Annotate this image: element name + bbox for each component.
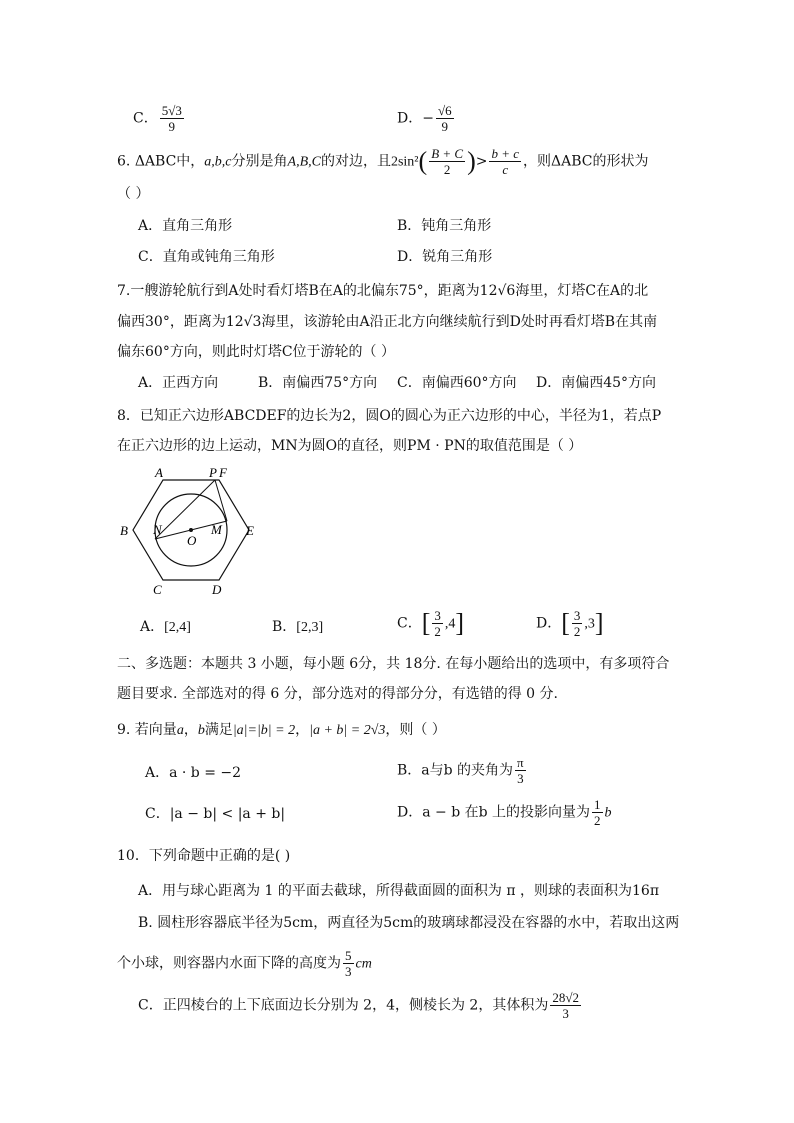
- q8-option-c-den: 2: [434, 624, 441, 639]
- q8-line1: 8．已知正六边形ABCDEF的边长为2，圆O的圆心为正六边形的中心，半径为1，若点P: [117, 408, 662, 424]
- q10-option-c-pre: C．正四棱台的上下底面边长分别为 2，4，侧棱长为 2，其体积为: [138, 997, 549, 1014]
- q10-option-a: A．用与球心距离为 1 的平面去截球，所得截面圆的面积为 π ，则球的表面积为16π: [138, 883, 660, 899]
- section2-line2: 题目要求. 全部选对的得 6 分，部分选对的得部分分，有选错的得 0 分.: [117, 686, 558, 702]
- q6-stem-part3: 的对边，且: [320, 153, 391, 170]
- q5-option-d: [397, 103, 456, 134]
- label-a: A: [155, 466, 163, 480]
- q5-option-c-fraction: [160, 103, 184, 134]
- q9-vec-a: a: [176, 723, 184, 738]
- q9-option-b: [397, 755, 528, 786]
- q9-stem: [117, 720, 446, 741]
- label-c: C: [153, 582, 162, 597]
- q9-stem-start: 9. 若向量: [117, 722, 177, 738]
- q7-line1: 7.一艘游轮航行到A处时看灯塔B在A的北偏东75°，距离为12√6海里，灯塔C在A的北: [117, 283, 649, 299]
- label-m: M: [211, 522, 222, 537]
- q8-option-d-den: 2: [573, 624, 581, 639]
- q6-stem-part4: ，则ΔABC的形状为: [523, 153, 649, 170]
- q5-option-c-num: 5√3: [161, 103, 182, 118]
- q9-sep2: ，: [295, 722, 310, 738]
- q9-option-c: C．|a − b| < |a + b|: [145, 806, 286, 822]
- label-p: P: [209, 466, 217, 480]
- q8-option-d: D．[ $\frac{3}{2}$ ,3]: [536, 608, 604, 639]
- q9-cond2: |a + b| = 2√3: [309, 723, 386, 738]
- q9-stem-mid: 满足: [204, 722, 233, 738]
- q8-option-d-frac: [572, 608, 583, 639]
- q10-option-b-unit: cm: [355, 956, 372, 972]
- q9-option-d-frac: [592, 797, 603, 828]
- q9-option-d: [397, 797, 612, 828]
- q10-option-c-num: 28√2: [552, 990, 579, 1005]
- q8-option-c-label: C．: [397, 615, 422, 632]
- q6-paren: （ ）: [117, 186, 150, 202]
- q8-option-a-label: A．: [140, 619, 165, 635]
- q10-option-b-pre: 个小球，则容器内水面下降的高度为: [117, 955, 341, 972]
- q8-option-a: [140, 616, 191, 639]
- q10-option-b-frac: [343, 948, 354, 979]
- q5-option-d-den: 9: [441, 119, 449, 134]
- q9-option-a: A．a · b = −2: [145, 765, 242, 781]
- q7-option-c: C．南偏西60°方向: [397, 375, 517, 391]
- q6-stem-part1: ΔABC中，: [134, 153, 205, 170]
- q9-sep: ，: [183, 722, 198, 738]
- q7-option-b: B．南偏西75°方向: [258, 375, 378, 391]
- q6-stem-angles: A,B,C: [287, 154, 321, 170]
- q8-option-c-num: 3: [434, 608, 441, 623]
- center-dot: [189, 528, 193, 532]
- q5-option-d-label: D．: [397, 110, 423, 127]
- q8-option-c-end: ,4: [444, 616, 456, 632]
- q8-option-b: [272, 616, 323, 639]
- label-o: O: [187, 533, 197, 548]
- q7-line3: 偏东60°方向，则此时灯塔C位于游轮的（ ）: [117, 344, 395, 360]
- q6-frac1-den: 2: [443, 162, 451, 177]
- q8-option-d-num: 3: [573, 608, 581, 623]
- q9-option-d-num: 1: [594, 797, 601, 812]
- hexagon-figure: [115, 466, 275, 606]
- q9-option-b-frac: [515, 755, 526, 786]
- q8-option-c-frac: [432, 608, 443, 639]
- q5-option-d-fraction: [436, 103, 454, 134]
- q9-stem-end: ，则（ ）: [385, 722, 446, 738]
- q8-option-a-val: [2,4]: [164, 620, 191, 635]
- q9-option-b-pre: B．a与b 的夹角为: [397, 762, 514, 779]
- q9-vec-b: b: [197, 723, 205, 738]
- q6-frac2-den: c: [502, 162, 509, 177]
- q9-option-b-den: 3: [517, 771, 524, 786]
- q6-option-c: C．直角或钝角三角形: [138, 249, 275, 265]
- q10-option-c-den: 3: [562, 1006, 569, 1021]
- q9-cond1: |a|=|b| = 2: [232, 723, 296, 738]
- label-f: F: [219, 466, 227, 480]
- q8-option-d-end: ,3: [584, 616, 595, 632]
- q6-stem-vars: a,b,c: [204, 154, 232, 170]
- q6-option-d: D．锐角三角形: [397, 249, 493, 265]
- q7-line2: 偏西30°，距离为12√3海里，该游轮由A沿正北方向继续航行到D处时再看灯塔B在其南: [117, 314, 658, 330]
- label-d: D: [212, 582, 222, 597]
- q8-line2: 在正六边形的边上运动，MN为圆O的直径，则PM · PN的取值范围是（ ）: [117, 438, 583, 454]
- q5-option-c: [133, 103, 186, 134]
- q9-option-d-pre: D．a − b 在b 上的投影向量为: [397, 804, 591, 821]
- segment-pn: [155, 480, 215, 539]
- q5-option-c-label: C．: [133, 110, 158, 127]
- q8-option-d-label: D．: [536, 615, 562, 632]
- label-b: B: [120, 523, 128, 538]
- segment-pm: [215, 480, 227, 521]
- q10-option-b-den: 3: [345, 964, 352, 979]
- q8-option-c: C．[ $\frac{3}{2}$ ,4]: [397, 608, 465, 639]
- q6-stem: 6. ΔABC中，a,b,c分别是角A,B,C的对边，且2sin²( $\frac{B + C}{2}$ )> $\frac{b + c}{c}$ ，则ΔABC的形状为: [117, 146, 649, 177]
- q6-ineq-gt: >: [475, 153, 488, 170]
- q7-option-d: D．南偏西45°方向: [536, 375, 657, 391]
- q5-option-c-den: 9: [168, 119, 176, 134]
- q6-frac1-num: B + C: [431, 146, 464, 161]
- q9-option-b-num: π: [517, 755, 524, 770]
- label-n: N: [153, 522, 162, 537]
- q6-option-a: A．直角三角形: [138, 218, 233, 234]
- q10-stem: 10．下列命题中正确的是( ): [117, 848, 291, 864]
- q6-ineq-left: 2sin²: [390, 154, 419, 170]
- q5-option-d-sign: −: [422, 110, 434, 127]
- q8-option-b-label: B．: [272, 619, 297, 635]
- q10-option-c-frac: [550, 990, 581, 1021]
- q6-frac2: [489, 146, 521, 177]
- q6-frac2-num: b + c: [491, 146, 520, 161]
- q10-option-b-line2: [117, 948, 372, 979]
- label-e: E: [246, 523, 254, 538]
- q10-option-b-num: 5: [345, 948, 352, 963]
- section2-line1: 二、多选题：本题共 3 小题，每小题 6分，共 18分. 在每小题给出的选项中，有多项符合: [117, 656, 670, 672]
- q10-option-b-line1: B. 圆柱形容器底半径为5cm，两直径为5cm的玻璃球都浸没在容器的水中，若取出这两: [138, 915, 680, 931]
- q7-option-a: A．正西方向: [138, 375, 219, 391]
- q8-option-b-val: [2,3]: [296, 620, 324, 635]
- q10-option-c: [138, 990, 583, 1021]
- q9-option-d-post: b: [604, 805, 612, 821]
- q6-stem-part2: 分别是角: [231, 153, 288, 170]
- q6-frac1: [429, 146, 465, 177]
- q5-option-d-num: √6: [437, 103, 452, 118]
- q6-option-b: B．钝角三角形: [397, 218, 492, 234]
- q6-number: 6.: [117, 153, 131, 170]
- q9-option-d-den: 2: [594, 813, 601, 828]
